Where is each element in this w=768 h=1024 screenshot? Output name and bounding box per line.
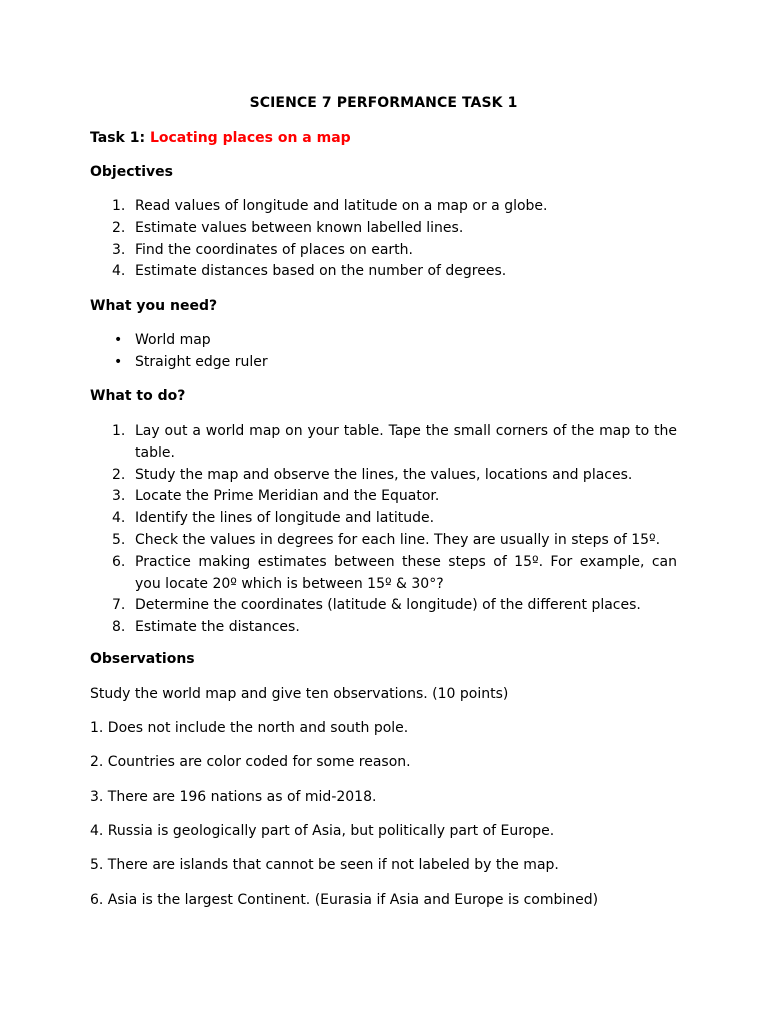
need-item: • Straight edge ruler [90,352,268,374]
observation-answer: 5. There are islands that cannot be seen if not labeled by the map. [90,857,559,873]
task-prefix: Task 1: [90,130,150,146]
step-item: 8. Estimate the distances. [112,619,300,636]
steps-list [90,421,677,639]
step-item: 7. Determine the coordinates (latitude & longitude) of the different places. [112,597,641,614]
task-heading [90,128,351,148]
observations-instruction: Study the world map and give ten observations. (10 points) [90,686,509,702]
observations-heading: Observations [90,651,195,667]
steps-heading: What to do? [90,388,186,404]
observation-answer: 1. Does not include the north and south pole. [90,720,409,736]
document-title: SCIENCE 7 PERFORMANCE TASK 1 [249,95,518,111]
task-name: Locating places on a map [149,130,351,146]
step-item: 5. Check the values in degrees for each line. They are usually in steps of 15º. [112,531,661,548]
objectives-list [90,196,677,283]
objective-item: 2. Estimate values between known labelled lines. [112,219,464,236]
bullet-icon: • [114,332,123,348]
step-item: 6. Practice making estimates between these steps of 15º. For example, can you locate 20º which is between 15º & 30°? [112,553,677,592]
observation-answer: 4. Russia is geologically part of Asia, but politically part of Europe. [90,823,555,839]
observation-answer: 2. Countries are color coded for some reason. [90,754,411,770]
observation-answer: 6. Asia is the largest Continent. (Eurasia if Asia and Europe is combined) [90,892,599,908]
objective-item: 3. Find the coordinates of places on earth. [112,241,413,258]
observation-answer: 3. There are 196 nations as of mid-2018. [90,789,377,805]
objective-item: 4. Estimate distances based on the number of degrees. [112,263,507,280]
objective-item: 1. Read values of longitude and latitude on a map or a globe. [112,198,548,214]
step-item: 4. Identify the lines of longitude and latitude. [112,510,435,527]
step-item: 2. Study the map and observe the lines, the values, locations and places. [112,466,633,483]
need-item: • World map [90,330,268,352]
needs-list [90,330,268,374]
step-item: 1. Lay out a world map on your table. Tape the small corners of the map to the table. [112,423,677,461]
bullet-icon: • [114,353,123,370]
objectives-heading: Objectives [90,164,173,180]
needs-heading: What you need? [90,298,218,314]
step-item: 3. Locate the Prime Meridian and the Equator. [112,488,440,505]
